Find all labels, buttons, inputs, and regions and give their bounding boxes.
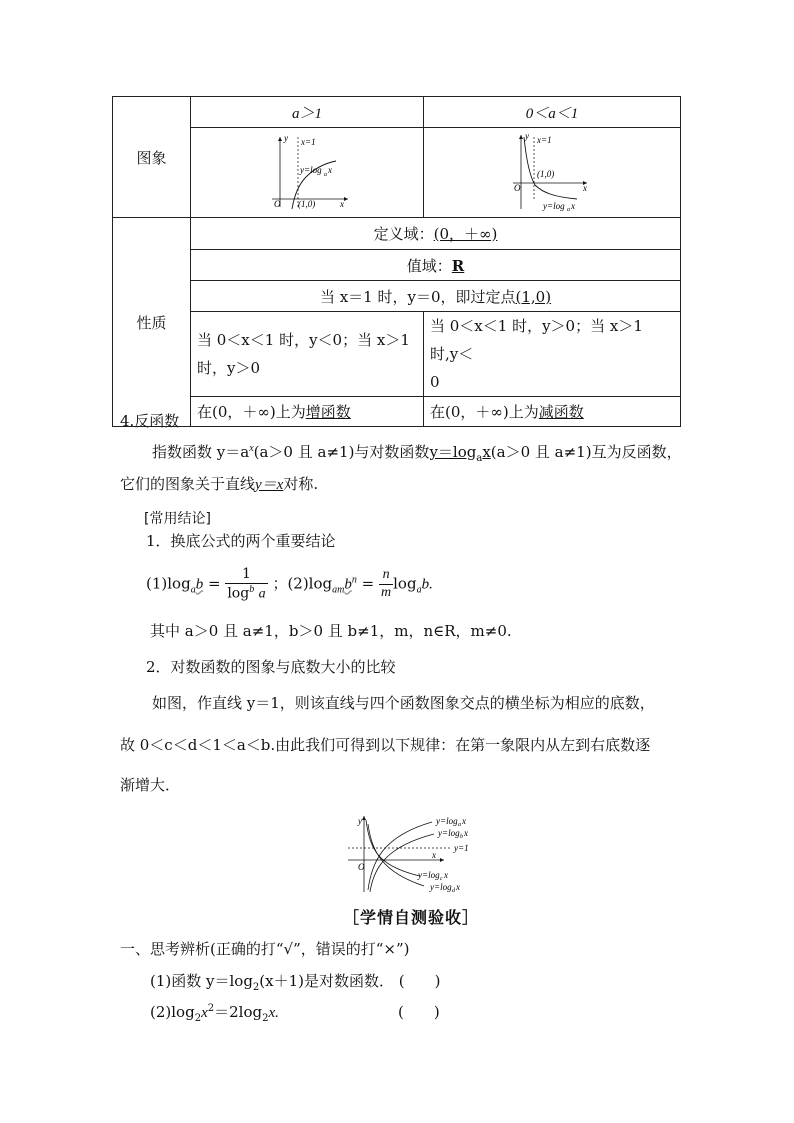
- svg-text:x=1: x=1: [537, 134, 552, 145]
- paragraph-line-1: 如图，作直线 y＝1，则该直线与四个函数图象交点的横坐标为相应的底数，: [152, 694, 655, 712]
- common-conclusions-heading: [常用结论]: [144, 511, 211, 527]
- mono-increasing: 在(0，＋∞)上为增函数: [191, 397, 424, 427]
- svg-text:(1,0): (1,0): [537, 168, 555, 179]
- svg-text:a: a: [324, 171, 327, 178]
- conclusion-2-heading: 2．对数函数的图象与底数大小的比较: [146, 658, 396, 676]
- svg-text:a: a: [458, 822, 461, 828]
- svg-text:y=log: y=log: [438, 828, 460, 838]
- svg-text:y: y: [284, 132, 288, 143]
- answer-blank-1[interactable]: ( ): [398, 972, 441, 990]
- domain-row: 定义域：(0，＋∞): [191, 218, 681, 250]
- svg-text:y=log: y=log: [418, 870, 440, 880]
- svg-text:O: O: [358, 862, 365, 872]
- paragraph-line-2: 故 0＜c＜d＜1＜a＜b.由此我们可得到以下规律：在第一象限内从左到右底数逐: [120, 736, 651, 754]
- inverse-line-2: 它们的图象关于直线y＝x对称.: [120, 475, 319, 493]
- log-properties-table: [112, 96, 681, 427]
- svg-text:O: O: [514, 182, 521, 193]
- base-comparison-figure: [344, 810, 484, 899]
- graph-increasing: [262, 131, 352, 211]
- svg-text:b: b: [460, 834, 463, 840]
- svg-text:x: x: [432, 850, 436, 860]
- sign-decreasing: 当 0＜x＜1 时，y＞0；当 x＞1 时,y＜ 0: [424, 312, 681, 397]
- svg-text:x: x: [444, 870, 448, 880]
- svg-text:y: y: [525, 130, 529, 141]
- svg-text:y: y: [358, 816, 362, 826]
- svg-text:x: x: [456, 882, 460, 892]
- svg-text:(1,0): (1,0): [298, 198, 316, 209]
- formula-line: $(1)\log_ab$ = $\frac{1}{\log^b a}$ ；$(2)\log_{am}b^n$ = $\frac{n}{m}$ $\log_ab$.: [146, 566, 433, 602]
- svg-text:x: x: [328, 164, 332, 175]
- graph-increasing-cell: [191, 128, 424, 218]
- svg-text:y=log: y=log: [300, 164, 322, 175]
- mono-decreasing: 在(0，＋∞)上为减函数: [424, 397, 681, 427]
- svg-text:x: x: [464, 828, 468, 838]
- conclusion-1-heading: 1．换底公式的两个重要结论: [146, 532, 336, 550]
- header-a-gt-1: a＞1: [191, 97, 424, 128]
- question-1: (1)函数 $y=\log_2(x+1)$是对数函数． ( ): [150, 972, 441, 993]
- svg-text:x=1: x=1: [301, 136, 316, 147]
- props-row-label: 性质: [113, 218, 191, 427]
- svg-text:y=1: y=1: [454, 843, 469, 853]
- svg-text:x: x: [571, 200, 575, 211]
- header-a-lt-1: 0＜a＜1: [424, 97, 681, 128]
- svg-text:y=log: y=log: [430, 882, 452, 892]
- conditions-line: 其中 a＞0 且 a≠1，b＞0 且 b≠1，m，n∈R，m≠0.: [150, 622, 512, 640]
- range-row: 值域：R: [191, 250, 681, 281]
- svg-text:c: c: [440, 876, 443, 882]
- svg-text:y=log: y=log: [436, 816, 458, 826]
- inverse-heading: 4.反函数: [120, 412, 180, 430]
- sign-increasing: 当 0＜x＜1 时，y＜0；当 x＞1 时，y＞0: [191, 312, 424, 397]
- graph-row-label: 图象: [113, 97, 191, 218]
- fixed-point-row: 当 x＝1 时，y＝0，即过定点(1,0): [191, 281, 681, 312]
- paragraph-line-3: 渐增大．: [120, 776, 181, 794]
- svg-text:d: d: [452, 888, 455, 894]
- question-2: $(2)\log_2x^2=2\log_2x$.: [150, 1003, 279, 1024]
- graph-decreasing-cell: [424, 128, 681, 218]
- think-judge-heading: 一、思考辨析(正确的打“√”，错误的打“×”): [120, 940, 410, 958]
- svg-text:a: a: [567, 206, 570, 211]
- svg-text:y=log: y=log: [543, 200, 565, 211]
- svg-text:x: x: [583, 182, 587, 193]
- answer-blank-2[interactable]: ( ): [398, 1003, 440, 1021]
- svg-text:x: x: [340, 198, 344, 209]
- svg-text:O: O: [274, 198, 281, 209]
- svg-text:x: x: [462, 816, 466, 826]
- inverse-line-1: 指数函数 $y=a^x(a>0$ 且 a≠1)与对数函数$y=\log_ax(a>0$ 且 a≠1)互为反函数，: [152, 443, 682, 464]
- graph-decreasing: [507, 131, 597, 211]
- self-test-heading: ［学情自测验收］: [343, 908, 480, 927]
